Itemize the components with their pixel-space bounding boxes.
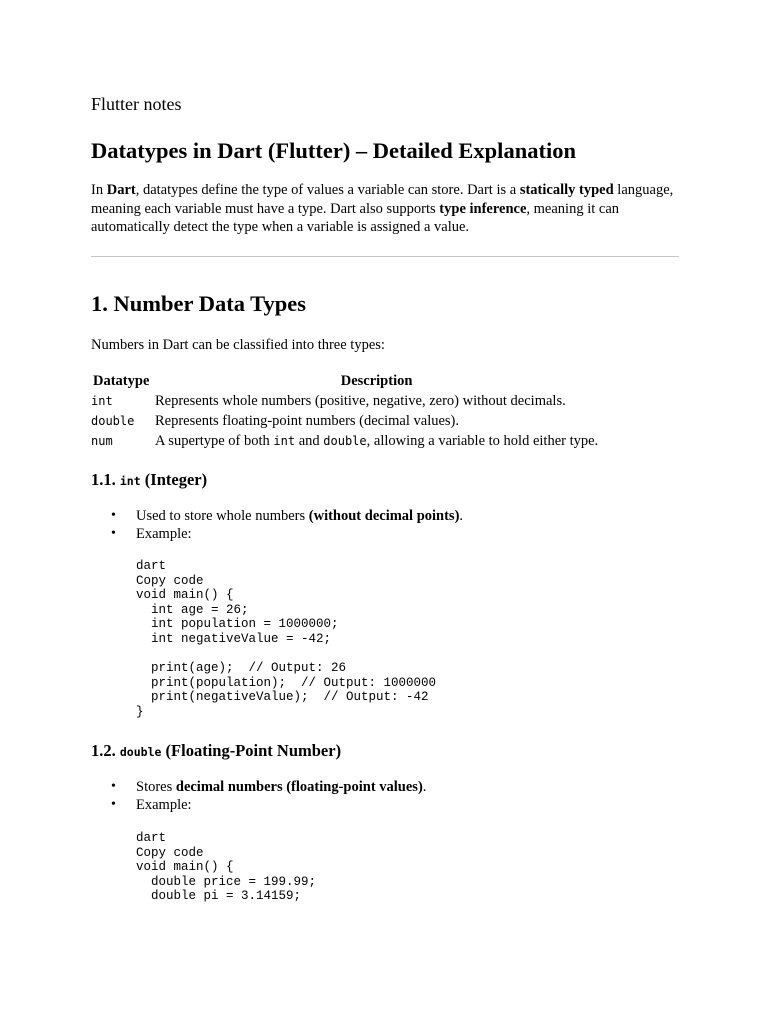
table-cell-description: Represents whole numbers (positive, negative, zero) without decimals.	[155, 393, 566, 409]
table-row	[91, 391, 598, 411]
table-cell-type	[91, 391, 155, 411]
intro-bold-dart: Dart	[106, 182, 136, 198]
bullet-icon: •	[111, 779, 116, 794]
page-title: Datatypes in Dart (Flutter) – Detailed Explanation	[91, 138, 576, 163]
table-cell-description	[155, 431, 598, 451]
table-row	[91, 411, 598, 431]
intro-paragraph	[91, 181, 679, 237]
bullet-end: .	[422, 779, 427, 795]
desc-text-c: , allowing a variable to hold either type.	[366, 433, 599, 449]
bullet-text: Used to store whole numbers	[136, 508, 309, 524]
datatype-table	[91, 371, 598, 451]
double-bullet-list	[91, 778, 426, 814]
subsection-suffix: (Integer)	[140, 470, 208, 489]
bullet-bold: (without decimal points)	[308, 508, 460, 524]
table-cell-type	[91, 411, 155, 431]
document-label: Flutter notes	[91, 94, 182, 114]
subsection-number: 1.2.	[91, 741, 120, 760]
table-cell-type	[91, 431, 155, 451]
inline-code-double-title: double	[119, 745, 162, 759]
subsection-number: 1.1.	[91, 470, 120, 489]
horizontal-divider	[91, 256, 679, 257]
desc-text-b: and	[295, 433, 324, 449]
table-header-datatype: Datatype	[93, 373, 150, 389]
bullet-bold: decimal numbers (floating-point values)	[175, 779, 423, 795]
bullet-icon: •	[111, 508, 116, 523]
bullet-icon: •	[111, 797, 116, 812]
bullet-icon: •	[111, 526, 116, 541]
code-num: num	[91, 434, 113, 448]
table-header-row	[91, 371, 598, 391]
subsection-title-double	[91, 741, 341, 762]
intro-text-3: language, meaning each variable must have a type. Dart also supports	[91, 182, 674, 217]
inline-code-int-title: int	[119, 474, 141, 488]
inline-code-int: int	[273, 434, 296, 448]
bullet-text: Example:	[136, 797, 192, 813]
table-cell-description: Represents floating-point numbers (decimal values).	[155, 413, 460, 429]
intro-bold-statically-typed: statically typed	[519, 182, 614, 198]
intro-text-4: , meaning it can automatically detect the type when a variable is assigned a value.	[91, 200, 620, 235]
table-header-description: Description	[340, 373, 413, 389]
section-intro-text: Numbers in Dart can be classified into three types:	[91, 337, 385, 353]
bullet-text: Example:	[136, 526, 192, 542]
code-double: double	[91, 414, 135, 428]
list-item	[91, 778, 426, 796]
inline-code-double: double	[323, 434, 367, 448]
list-item	[91, 507, 463, 525]
intro-text-2: , datatypes define the type of values a variable can store. Dart is a	[135, 182, 520, 198]
bullet-text: Stores	[136, 779, 176, 795]
intro-text-1: In	[91, 182, 107, 198]
code-block-int: dart Copy code void main() { int age = 26; int population = 1000000; int negativeValue = -42; print(age); // Output: 26 print(population); // Output: 1000000 print(negativeValue); // Output: -42 }	[136, 559, 437, 719]
code-block-double: dart Copy code void main() { double price = 199.99; double pi = 3.14159;	[136, 831, 317, 904]
intro-bold-type-inference: type inference	[439, 200, 527, 217]
code-int: int	[91, 394, 113, 408]
list-item	[91, 525, 463, 543]
desc-text-a: A supertype of both	[155, 433, 274, 449]
bullet-end: .	[459, 508, 464, 524]
subsection-title-int	[91, 470, 207, 491]
int-bullet-list	[91, 507, 463, 543]
section-title-number-types: 1. Number Data Types	[91, 291, 307, 316]
table-row	[91, 431, 598, 451]
subsection-suffix: (Floating-Point Number)	[161, 741, 342, 760]
list-item	[91, 796, 426, 814]
